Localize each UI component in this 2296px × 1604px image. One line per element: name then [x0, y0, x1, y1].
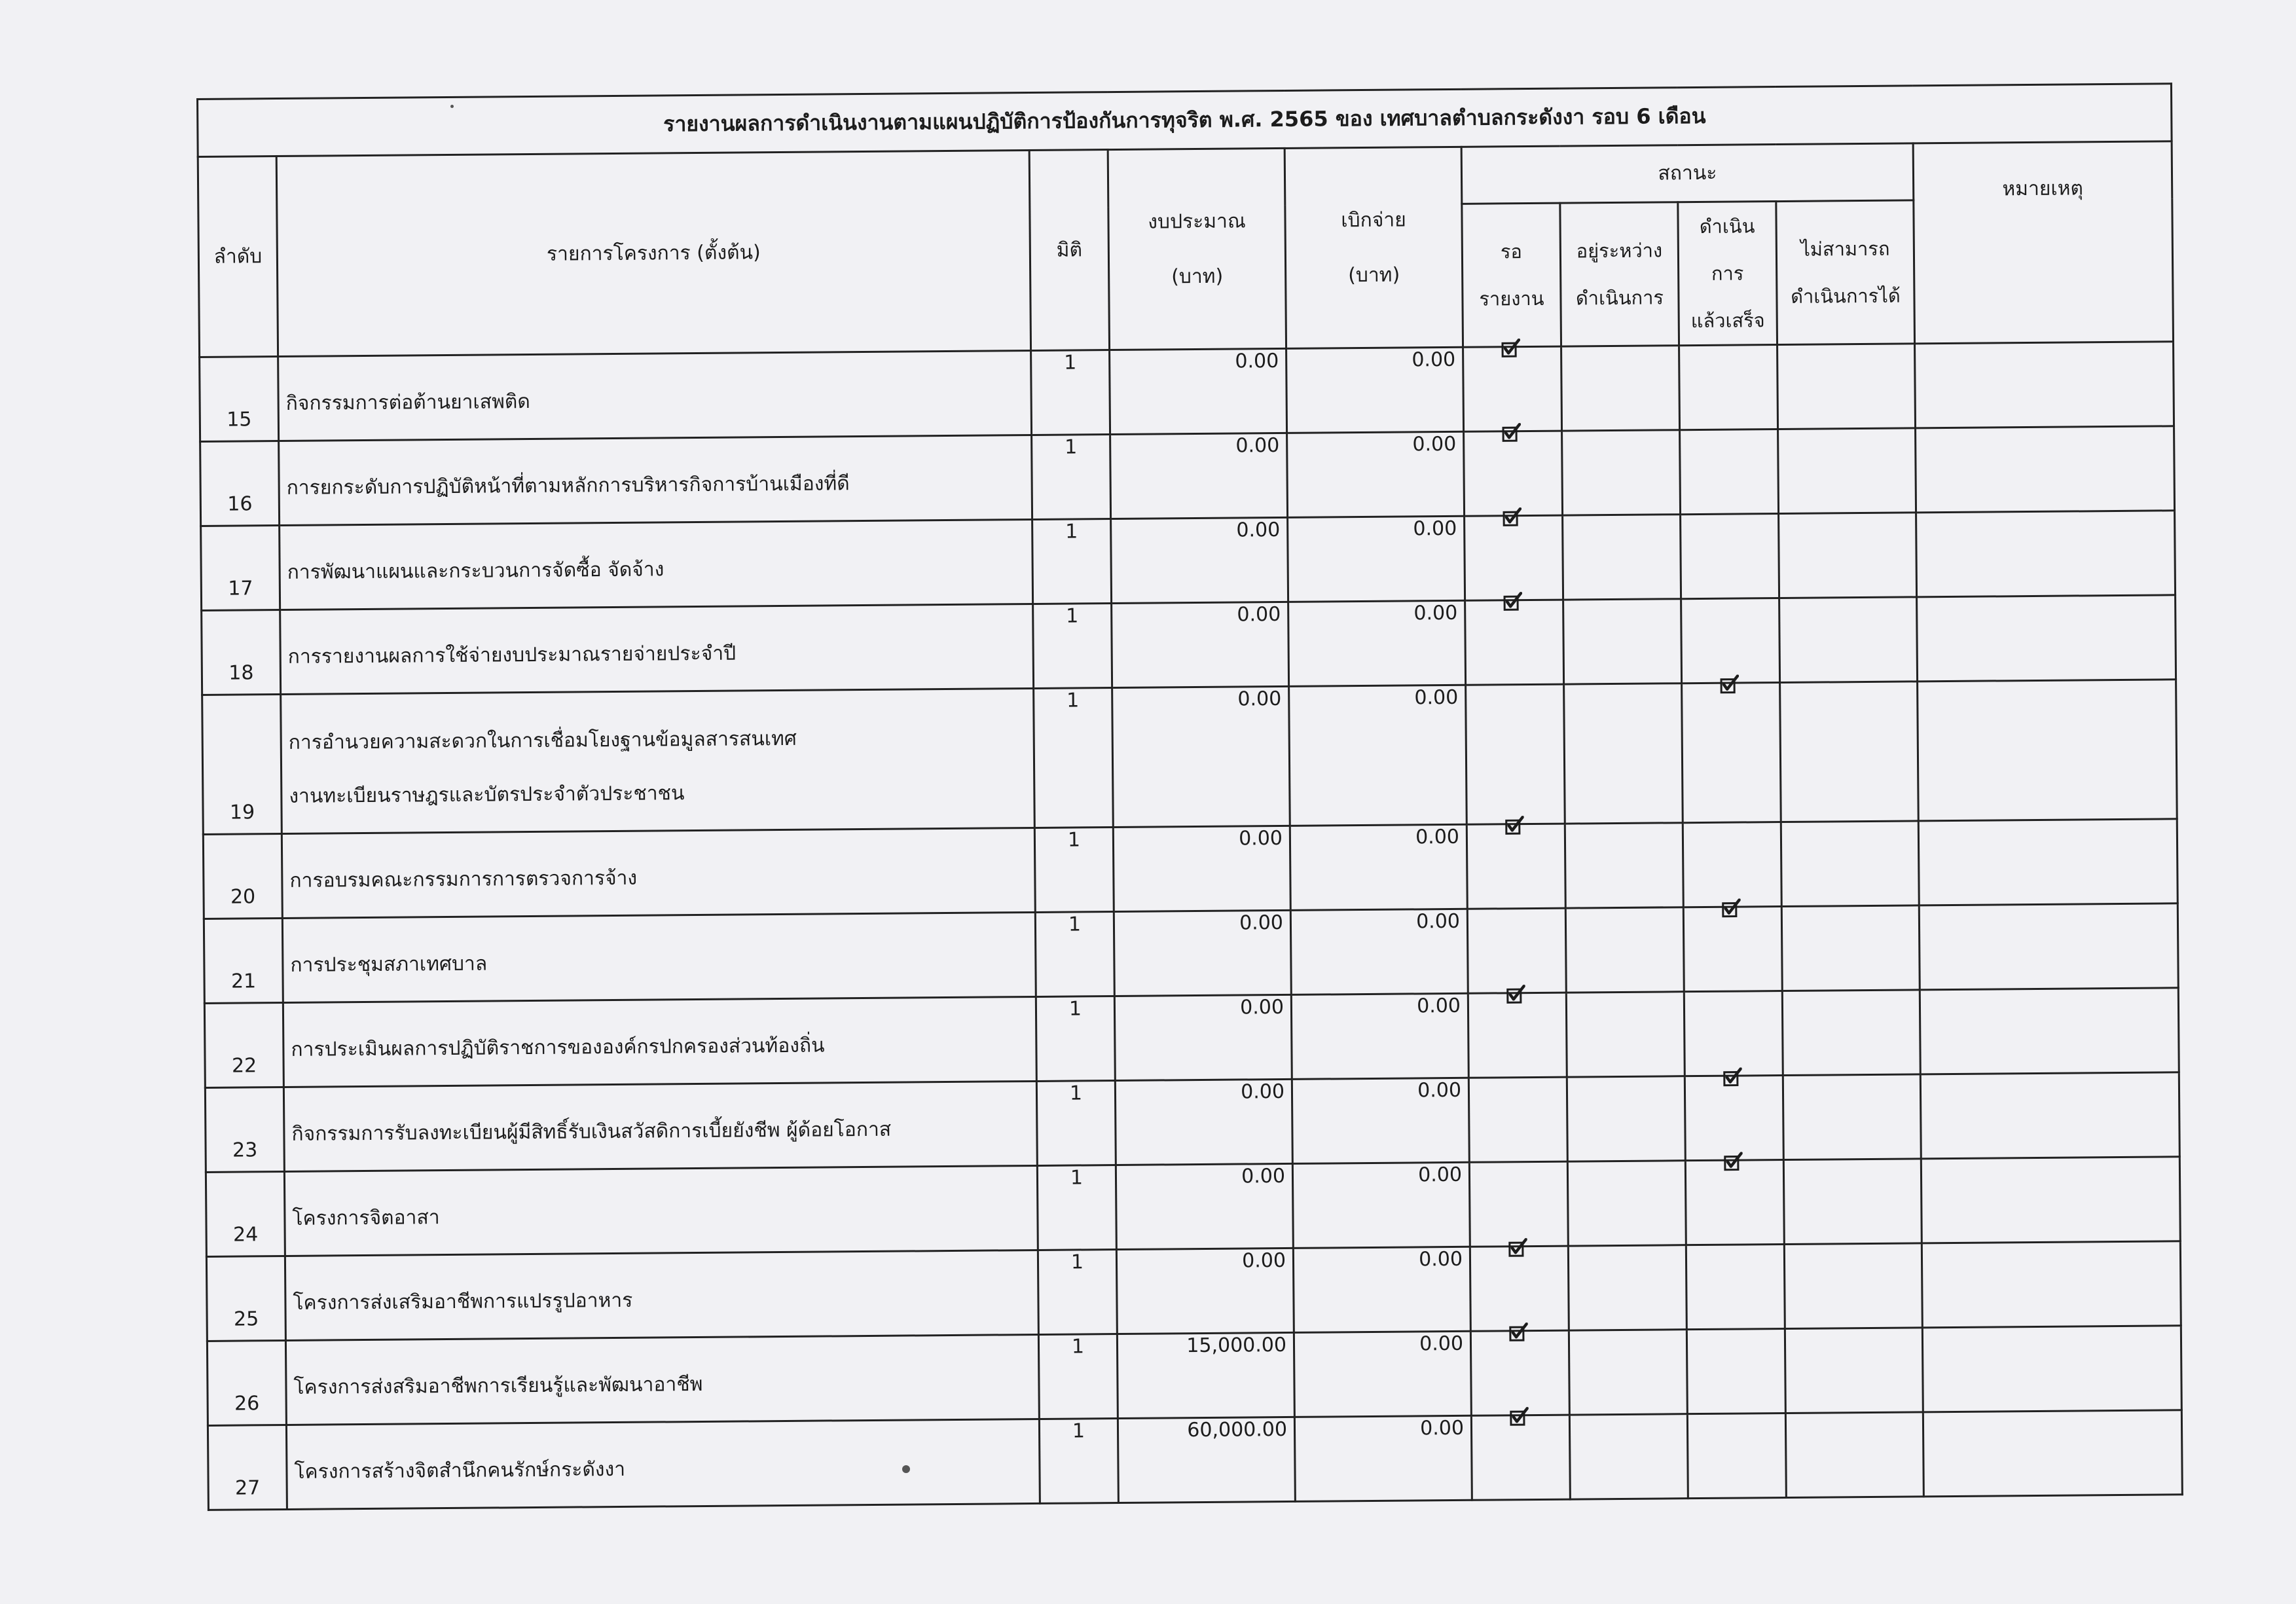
row-disbursed: 0.00: [1291, 993, 1468, 1079]
header-remark: หมายเหตุ: [1913, 141, 2173, 344]
row-number: 19: [202, 695, 282, 835]
row-status-unable: [1784, 1243, 1922, 1329]
row-project-name: [280, 604, 1034, 694]
row-dimension: 1: [1034, 828, 1114, 913]
header-status-inprogress: [1560, 202, 1679, 346]
row-dimension: 1: [1037, 1165, 1116, 1250]
row-status-wait: [1463, 346, 1562, 431]
row-status-inprogress: [1569, 1414, 1688, 1499]
row-status-unable: [1785, 1412, 1923, 1498]
row-number: 17: [201, 526, 280, 611]
row-budget: 0.00: [1112, 686, 1290, 827]
header-budget: [1108, 148, 1286, 350]
row-status-unable: [1785, 1328, 1923, 1413]
row-status-wait: [1469, 1161, 1568, 1247]
header-status: สถานะ: [1461, 143, 1914, 204]
header-disbursed-label: เบิกจ่าย: [1341, 208, 1406, 232]
row-number: 27: [208, 1425, 287, 1510]
checkbox-checked-icon: [1506, 985, 1525, 1004]
row-project-name-line1: การประเมินผลการปฏิบัติราชการขององค์กรปกครองส่วนท้องถิ่น: [291, 1034, 825, 1061]
row-project-name-line1: การรายงานผลการใช้จ่ายงบประมาณรายจ่ายประจำปี: [287, 642, 737, 668]
table-row: [206, 1157, 2180, 1257]
row-status-unable: [1781, 905, 1920, 991]
row-project-name: [282, 828, 1035, 918]
table-row: [201, 511, 2176, 611]
row-remark: [1916, 511, 2176, 597]
row-status-unable: [1779, 513, 1917, 598]
row-project-name: [280, 519, 1033, 610]
row-number: 20: [203, 834, 282, 919]
row-number: 21: [204, 919, 283, 1004]
row-disbursed: 0.00: [1288, 600, 1466, 686]
row-disbursed: 0.00: [1292, 1078, 1469, 1163]
row-remark: [1919, 903, 2178, 990]
header-status-wait: รอรายงาน: [1462, 203, 1561, 347]
row-dimension: 1: [1032, 435, 1111, 520]
row-dimension: 1: [1031, 350, 1110, 435]
checkbox-checked-icon: [1501, 423, 1521, 443]
row-status-wait: [1465, 515, 1563, 600]
row-status-wait: [1467, 908, 1566, 993]
row-status-inprogress: [1565, 907, 1684, 993]
row-remark: [1922, 1241, 2181, 1328]
row-status-inprogress: [1566, 992, 1685, 1077]
row-budget: 0.00: [1110, 348, 1287, 434]
row-status-unable: [1783, 1074, 1921, 1160]
table-row: [205, 1072, 2179, 1173]
row-budget: 0.00: [1114, 994, 1292, 1080]
row-project-name-line1: การยกระดับการปฏิบัติหน้าที่ตามหลักการบริหารกิจการบ้านเมืองที่ดี: [286, 472, 850, 500]
row-status-done: [1681, 598, 1780, 684]
row-status-done: [1684, 991, 1783, 1076]
row-budget: 0.00: [1112, 602, 1289, 687]
row-disbursed: 0.00: [1290, 824, 1467, 910]
row-dimension: 1: [1039, 1419, 1118, 1504]
row-disbursed: 0.00: [1292, 1162, 1470, 1248]
row-number: 22: [204, 1003, 283, 1088]
checkbox-checked-icon: [1509, 1407, 1529, 1427]
table-row: [204, 903, 2178, 1004]
header-disbursed-unit: (บาท): [1347, 263, 1400, 287]
table-row: [200, 342, 2174, 442]
row-disbursed: 0.00: [1289, 685, 1467, 826]
row-project-name: [284, 1165, 1038, 1256]
row-status-done: [1683, 907, 1782, 992]
row-project-name-line1: โครงการสร้างจิตสำนึกคนรักษ์กระดังงา: [294, 1457, 626, 1484]
row-status-wait: [1470, 1246, 1569, 1331]
row-remark: [1920, 1072, 2179, 1159]
row-dimension: 1: [1032, 519, 1112, 604]
row-budget: 0.00: [1116, 1163, 1293, 1249]
header-status-done-1: ดำเนินการ: [1699, 215, 1755, 285]
row-status-unable: [1777, 344, 1916, 429]
row-project-name-line1: โครงการจิตอาสา: [292, 1206, 440, 1230]
row-budget: 0.00: [1115, 1079, 1292, 1165]
checkbox-checked-icon: [1721, 899, 1741, 919]
row-remark: [1917, 595, 2176, 682]
header-disbursed: [1285, 147, 1463, 348]
header-status-done-2: แล้วเสร็จ: [1690, 309, 1765, 333]
row-status-inprogress: [1568, 1245, 1686, 1330]
row-project-name: [278, 351, 1032, 441]
row-dimension: 1: [1036, 996, 1115, 1082]
row-status-done: [1687, 1413, 1786, 1498]
checkbox-checked-icon: [1508, 1238, 1527, 1258]
row-project-name-line1: การประชุมสภาเทศบาล: [290, 952, 488, 977]
row-remark: [1923, 1410, 2182, 1497]
header-status-unable-1: ไม่สามารถ: [1800, 237, 1890, 261]
table-row: [204, 988, 2179, 1088]
row-budget: 15,000.00: [1117, 1332, 1294, 1418]
checkbox-checked-icon: [1503, 592, 1522, 611]
checkbox-checked-icon: [1501, 338, 1520, 358]
row-status-done: [1685, 1076, 1783, 1161]
row-status-unable: [1779, 597, 1918, 683]
row-status-wait: [1467, 824, 1565, 909]
row-disbursed: 0.00: [1294, 1415, 1472, 1501]
row-number: 24: [206, 1171, 285, 1256]
row-project-name: [282, 912, 1036, 1002]
row-project-name-line1: การอำนวยความสะดวกในการเชื่อมโยงฐานข้อมูลสารสนเทศ: [288, 727, 797, 754]
row-budget: 0.00: [1110, 433, 1288, 519]
row-dimension: 1: [1036, 1081, 1116, 1166]
row-number: 16: [200, 441, 280, 526]
row-status-wait: [1468, 1077, 1567, 1162]
header-status-inprogress-2: ดำเนินการ: [1575, 286, 1664, 310]
header-status-unable: [1776, 200, 1915, 345]
table-row: [206, 1241, 2181, 1341]
table-row: [207, 1326, 2181, 1426]
row-status-inprogress: [1563, 515, 1681, 600]
header-status-done: [1678, 202, 1777, 346]
row-disbursed: 0.00: [1287, 431, 1465, 517]
row-remark: [1921, 1157, 2180, 1243]
row-status-inprogress: [1561, 346, 1680, 431]
row-project-name-line1: การพัฒนาแผนและกระบวนการจัดซื้อ จัดจ้าง: [287, 558, 665, 584]
checkbox-checked-icon: [1504, 816, 1524, 835]
row-remark: [1920, 988, 2179, 1074]
row-status-wait: [1468, 993, 1567, 1078]
header-status-unable-2: ดำเนินการได้: [1791, 284, 1901, 308]
header-seq: ลำดับ: [198, 156, 278, 357]
row-project-name: [279, 435, 1032, 525]
row-project-name-line1: กิจกรรมการรับลงทะเบียนผู้มีสิทธิ์รับเงินสวัสดิการเบี้ยยังชีพ ผู้ด้อยโอกาส: [291, 1118, 892, 1146]
row-budget: 0.00: [1114, 910, 1291, 996]
row-dimension: 1: [1035, 912, 1114, 997]
row-status-inprogress: [1564, 684, 1683, 824]
table-row: [200, 426, 2175, 526]
row-status-inprogress: [1567, 1076, 1685, 1161]
row-remark: [1918, 819, 2178, 905]
row-remark: [1915, 342, 2174, 428]
row-status-unable: [1781, 821, 1919, 907]
checkbox-checked-icon: [1502, 507, 1522, 527]
header-status-inprogress-1: อยู่ระหว่าง: [1576, 239, 1663, 263]
table-row: [208, 1410, 2182, 1510]
row-remark: [1922, 1326, 2181, 1412]
row-dimension: 1: [1038, 1334, 1118, 1419]
row-status-unable: [1783, 1159, 1922, 1245]
row-remark: [1918, 680, 2178, 821]
row-status-done: [1680, 429, 1779, 515]
header-project: รายการโครงการ (ตั้งต้น): [276, 151, 1030, 357]
row-status-wait: [1464, 431, 1563, 516]
row-status-done: [1686, 1245, 1785, 1330]
row-disbursed: 0.00: [1294, 1331, 1471, 1417]
row-status-wait: [1470, 1330, 1569, 1415]
row-budget: 0.00: [1113, 826, 1290, 911]
table-row: [202, 595, 2176, 695]
row-status-done: [1682, 683, 1781, 823]
header-budget-label: งบประมาณ: [1148, 209, 1246, 234]
row-disbursed: 0.00: [1290, 909, 1468, 994]
header-dimension: มิติ: [1029, 150, 1109, 351]
row-disbursed: 0.00: [1293, 1247, 1470, 1332]
row-number: 18: [202, 610, 281, 695]
row-project-name-line1: โครงการส่งเสริมอาชีพการแปรรูปอาหาร: [293, 1288, 633, 1315]
checkbox-checked-icon: [1508, 1322, 1528, 1342]
row-status-done: [1685, 1160, 1784, 1245]
row-dimension: 1: [1034, 688, 1114, 828]
row-status-unable: [1782, 990, 1920, 1076]
row-status-done: [1679, 345, 1778, 430]
row-disbursed: 0.00: [1288, 516, 1465, 602]
row-status-unable: [1780, 682, 1919, 822]
row-project-name: [285, 1250, 1038, 1340]
row-number: 23: [205, 1087, 284, 1172]
row-status-done: [1683, 822, 1781, 907]
row-status-wait: [1466, 684, 1565, 824]
row-project-name: [281, 688, 1035, 833]
checkbox-checked-icon: [1722, 1068, 1742, 1087]
row-dimension: 1: [1038, 1250, 1117, 1335]
row-number: 26: [207, 1340, 286, 1425]
row-status-done: [1686, 1329, 1785, 1414]
row-project-name: [285, 1334, 1039, 1425]
row-project-name-line1: กิจกรรมการต่อต้านยาเสพติด: [285, 390, 530, 415]
checkbox-checked-icon: [1719, 675, 1739, 695]
row-number: 25: [206, 1256, 285, 1341]
table-row: [202, 680, 2178, 835]
report-title: รายงานผลการดำเนินงานตามแผนปฏิบัติการป้องกันการทุจริต พ.ศ. 2565 ของ เทศบาลตำบลกระดังงา รอบ 6 เดือน: [198, 84, 2172, 157]
scan-speck: [902, 1465, 910, 1473]
table-row: [203, 819, 2178, 919]
row-number: 15: [200, 357, 279, 442]
row-project-name: [283, 996, 1036, 1087]
scan-speck: [450, 105, 454, 108]
report-sheet: [196, 82, 2181, 1511]
row-project-name: [283, 1081, 1037, 1171]
report-table: [196, 82, 2183, 1511]
checkbox-checked-icon: [1723, 1152, 1743, 1172]
row-status-inprogress: [1569, 1330, 1687, 1415]
row-dimension: 1: [1033, 604, 1112, 689]
row-project-name-line1: โครงการส่งสริมอาชีพการเรียนรู้และพัฒนาอาชีพ: [293, 1372, 703, 1399]
row-status-inprogress: [1563, 599, 1682, 684]
row-disbursed: 0.00: [1286, 347, 1464, 433]
row-status-inprogress: [1562, 430, 1681, 515]
row-budget: 60,000.00: [1118, 1417, 1295, 1503]
row-budget: 0.00: [1111, 517, 1288, 603]
row-project-name-line2: งานทะเบียนราษฎรและบัตรประจำตัวประชาชน: [289, 782, 685, 808]
row-status-inprogress: [1567, 1161, 1686, 1246]
row-budget: 0.00: [1116, 1248, 1294, 1334]
row-status-wait: [1465, 600, 1564, 685]
row-project-name-line1: การอบรมคณะกรรมการการตรวจการจ้าง: [289, 866, 638, 892]
row-status-inprogress: [1565, 823, 1683, 908]
row-status-done: [1681, 514, 1779, 599]
row-project-name: [286, 1419, 1040, 1509]
header-budget-unit: (บาท): [1171, 264, 1224, 288]
row-status-unable: [1778, 428, 1916, 514]
row-remark: [1916, 426, 2175, 513]
row-status-wait: [1471, 1415, 1570, 1500]
